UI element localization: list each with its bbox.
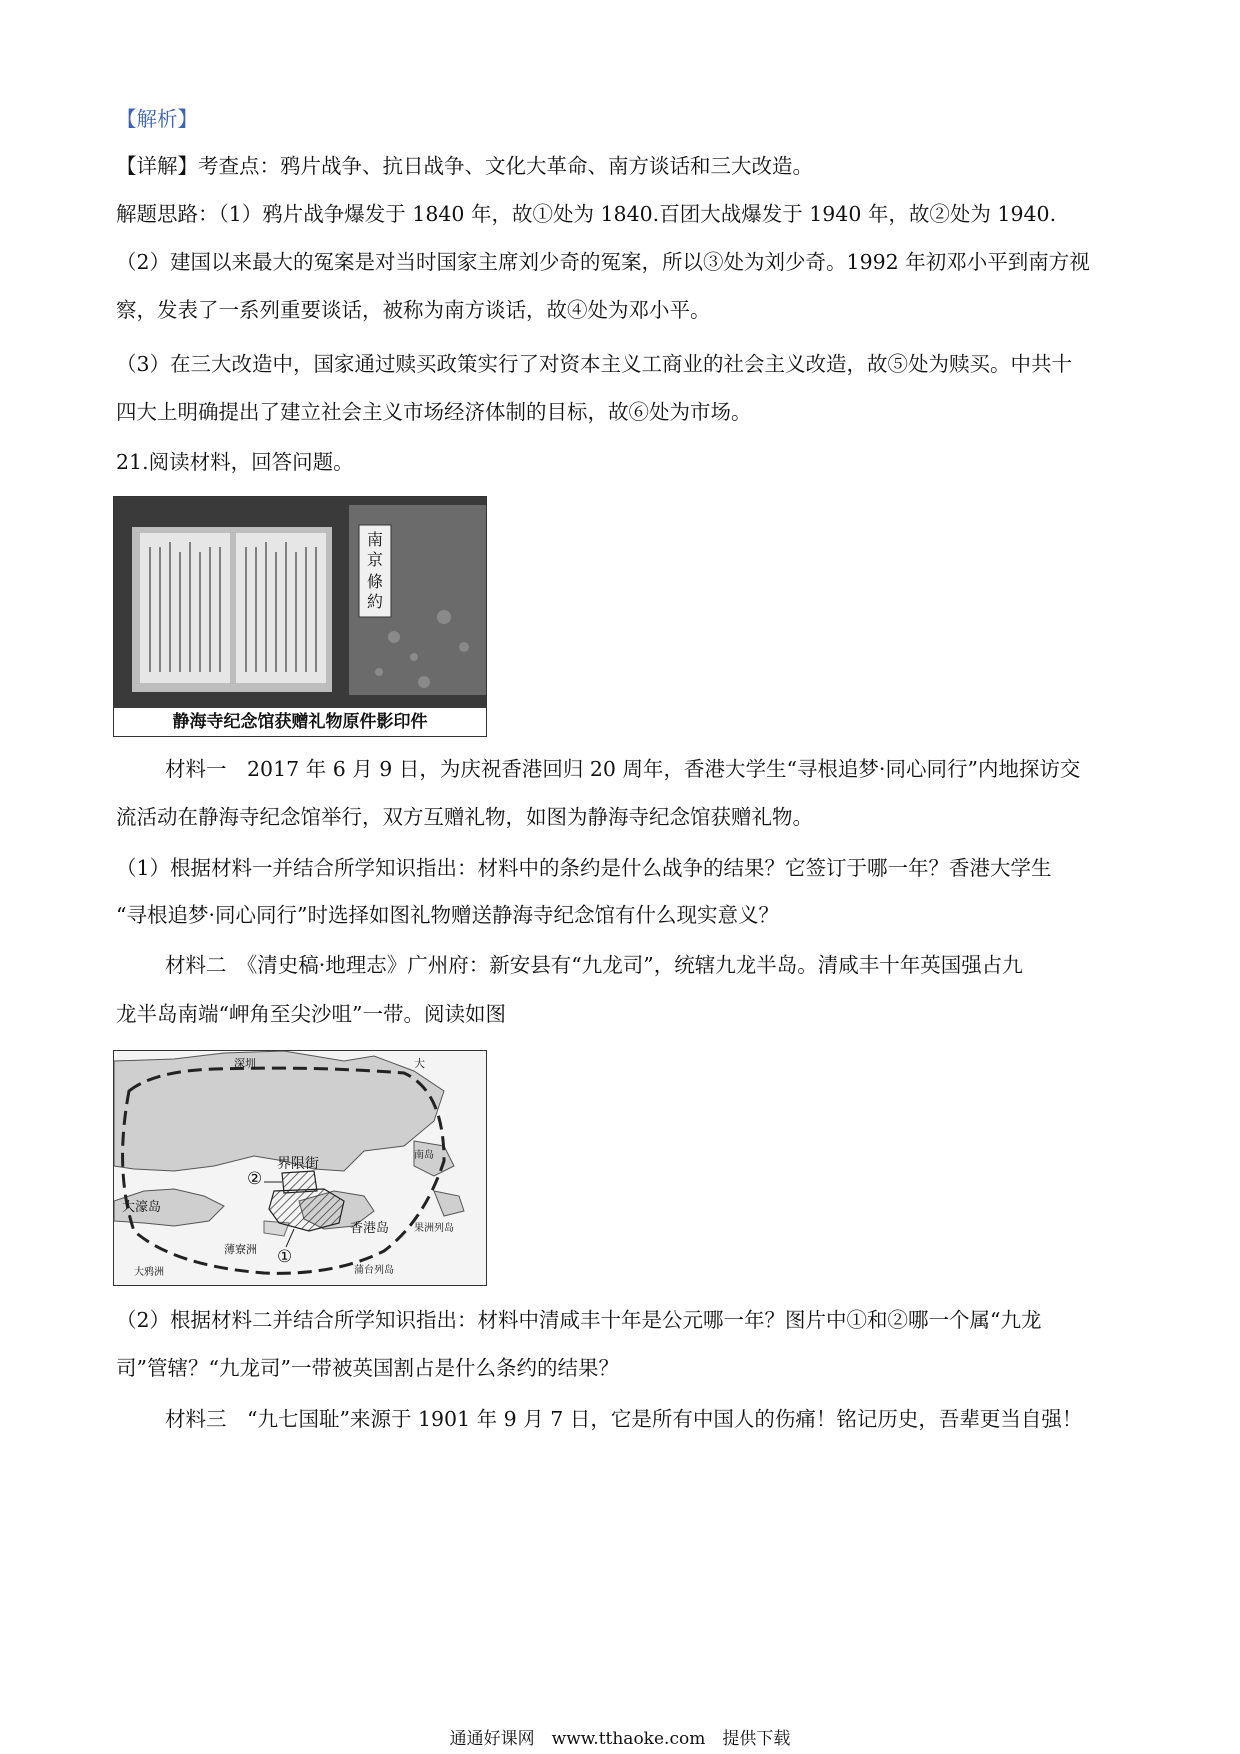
material-3: 材料三 “九七国耻”来源于 1901 年 9 月 7 日，它是所有中国人的伤痛！铭记历史，吾辈更当自强！ [165, 1407, 1083, 1431]
book-label-2: 京 [366, 550, 384, 569]
analysis-paragraph-2b: 察，发表了一系列重要谈话，被称为南方谈话，故④处为邓小平。 [116, 298, 711, 322]
treaty-photo-figure [113, 496, 487, 737]
question-title: 21.阅读材料，回答问题。 [116, 450, 354, 474]
material-1b: 流活动在静海寺纪念馆举行，双方互赠礼物，如图为静海寺纪念馆获赠礼物。 [116, 805, 813, 829]
book-label-4: 約 [366, 592, 384, 611]
map-label-lantau: 大濠岛 [122, 1200, 162, 1215]
question-1b: “寻根追梦·同心同行”时选择如图礼物赠送静海寺纪念馆有什么现实意义？ [116, 903, 779, 927]
map-label-boundary-street: 界限街 [277, 1156, 319, 1172]
question-2a: （2）根据材料二并结合所学知识指出：材料中清咸丰十年是公元哪一年？图片中①和②哪一个属“九龙 [116, 1308, 1042, 1332]
map-label-south-island: 南岛 [414, 1150, 434, 1161]
page-footer: 通通好课网 www.tthaoke.com 提供下载 [449, 1729, 791, 1749]
analysis-paragraph-3b: 四大上明确提出了建立社会主义市场经济体制的目标，故⑥处为市场。 [116, 400, 752, 424]
analysis-paragraph-3a: （3）在三大改造中，国家通过赎买政策实行了对资本主义工商业的社会主义改造，故⑤处为赎买。中共十 [116, 352, 1073, 376]
map-label-ninepin-islands: 果洲列岛 [414, 1223, 454, 1234]
analysis-paragraph-2a: （2）建国以来最大的冤案是对当时国家主席刘少奇的冤案，所以③处为刘少奇。1992 年初邓小平到南方视 [116, 250, 1090, 274]
material-1a: 材料一 2017 年 6 月 9 日，为庆祝香港回归 20 周年，香港大学生“寻根追梦·同心同行”内地探访交 [165, 757, 1081, 781]
map-marker-2: ② [247, 1169, 263, 1189]
analysis-detail: 【详解】考查点：鸦片战争、抗日战争、文化大革命、南方谈话和三大改造。 [116, 154, 813, 178]
treaty-photo [114, 497, 486, 708]
map-label-po-toi-islands: 蒲台列岛 [354, 1265, 394, 1276]
map-label-da-ya-zhou: 大鸦洲 [134, 1267, 164, 1278]
map-label-shenzhen: 深圳 [234, 1057, 256, 1070]
analysis-paragraph-1: 解题思路：（1）鸦片战争爆发于 1840 年，故①处为 1840.百团大战爆发于 1940 年，故②处为 1940. [116, 202, 1057, 226]
question-2b: 司”管辖？“九龙司”一带被英国割占是什么条约的结果？ [116, 1356, 619, 1380]
material-2a: 材料二 《清史稿·地理志》广州府：新安县有“九龙司”，统辖九龙半岛。清咸丰十年英国强占九 [165, 953, 1023, 977]
map-label-bo-liu-chau: 薄寮洲 [224, 1243, 257, 1256]
treaty-photo-caption: 静海寺纪念馆获赠礼物原件影印件 [172, 712, 428, 732]
map-marker-1: ① [277, 1247, 293, 1267]
analysis-heading: 【解析】 [116, 107, 198, 131]
question-1a: （1）根据材料一并结合所学知识指出：材料中的条约是什么战争的结果？它签订于哪一年？香港大学生 [116, 856, 1052, 880]
map-label-da: 大 [414, 1057, 425, 1070]
hong-kong-map [113, 1050, 487, 1286]
map-label-hong-kong-island: 香港岛 [350, 1221, 390, 1236]
book-label-3: 條 [366, 572, 384, 591]
material-2b: 龙半岛南端“岬角至尖沙咀”一带。阅读如图 [116, 1002, 506, 1026]
book-label-1: 南 [366, 530, 384, 549]
